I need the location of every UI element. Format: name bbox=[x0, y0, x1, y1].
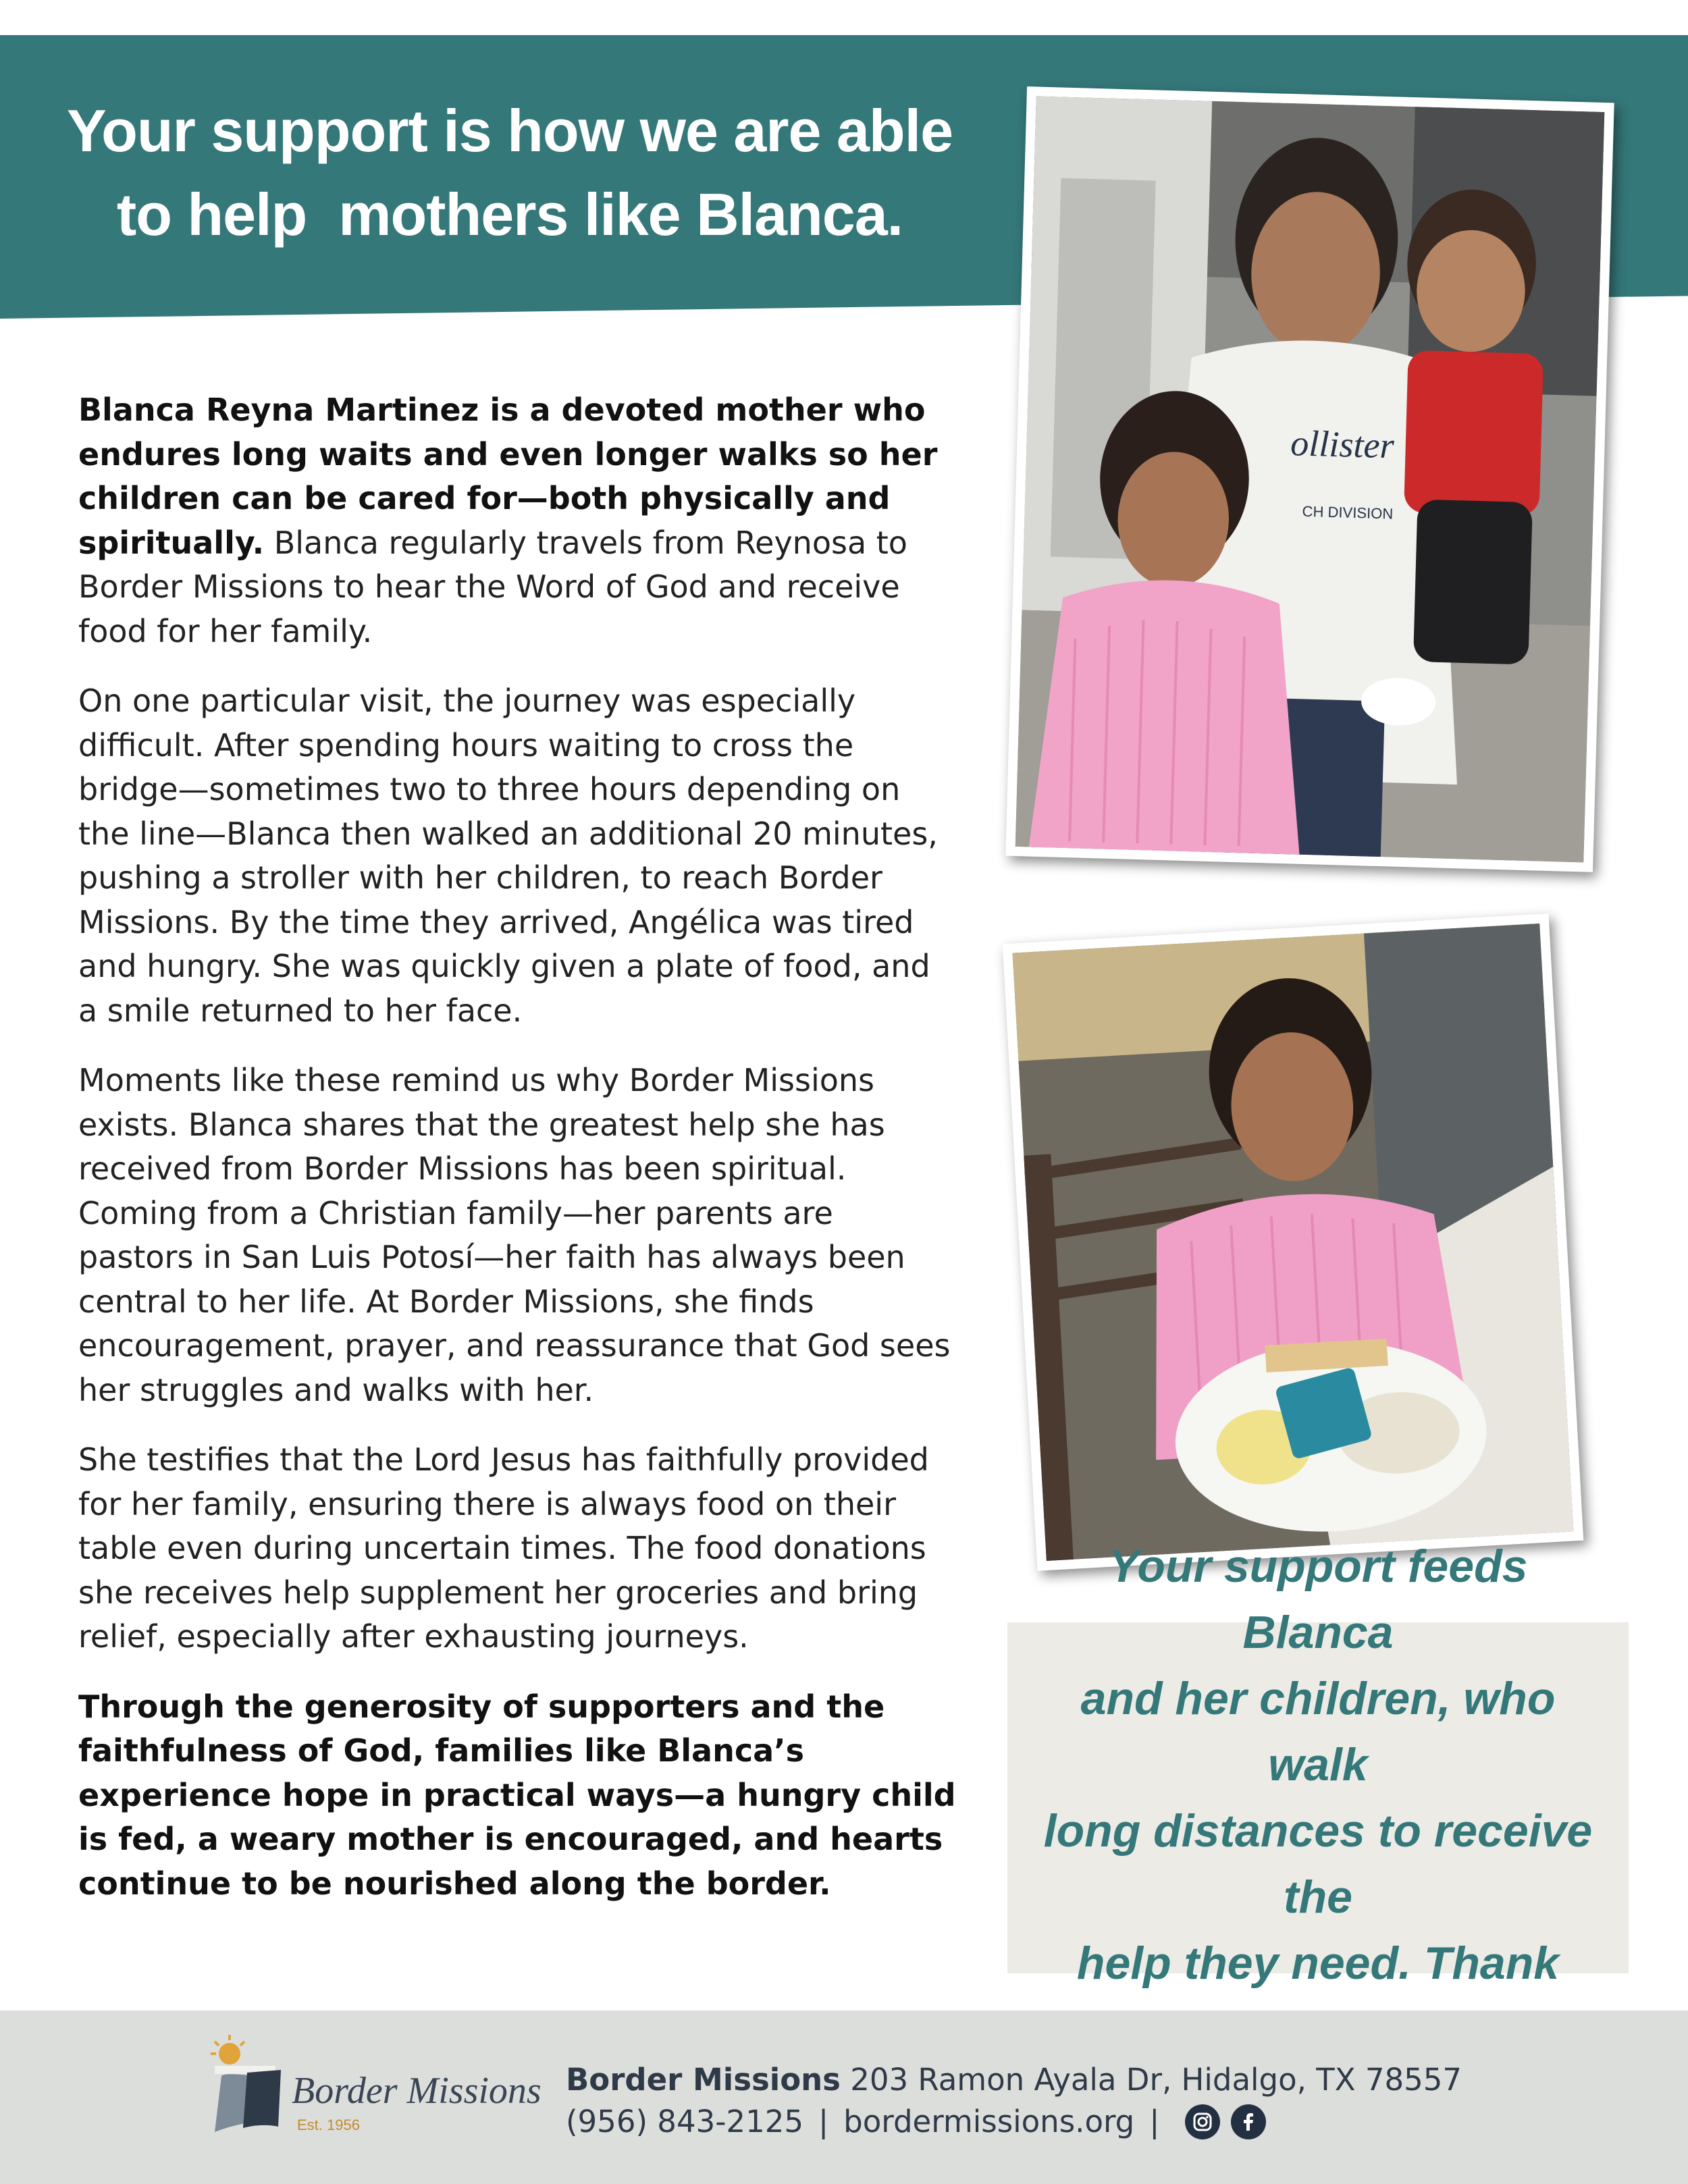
headline-line-2: to help mothers like Blanca. bbox=[116, 181, 903, 248]
story-body bbox=[78, 388, 956, 1932]
family-photo-image bbox=[1016, 96, 1605, 862]
facebook-icon[interactable] bbox=[1231, 2104, 1266, 2139]
quote-line-3: long distances to receive the bbox=[1043, 1805, 1593, 1923]
story-paragraph-3: Moments like these remind us why Border Missions exists. Blanca shares that the greatest help she has received from Border Missions has been spiritual. Coming from a Christian family—her parents are pastors in San Luis Potosí—her faith has always been central to her life. At Border Missions, she finds encouragement, prayer, and reassurance that God sees her struggles and walks with her. bbox=[78, 1062, 951, 1408]
page-headline bbox=[41, 89, 979, 257]
story-paragraph-2: On one particular visit, the journey was especially difficult. After spending hours waiting to cross the bridge—sometimes two to three hours depending on the line—Blanca then walked an additional 20 minutes, pushing a stroller with her children, to reach Border Missions. By the time they arrived, Angélica was tired and hungry. She was quickly given a plate of food, and a smile returned to her face. bbox=[78, 683, 938, 1029]
story-intro-bold: Blanca Reyna Martinez is a devoted mother who endures long waits and even longer walks so her children can be cared for—both physically and spiritually. bbox=[78, 392, 938, 561]
quote-line-2: and her children, who walk bbox=[1080, 1673, 1556, 1790]
quote-box bbox=[1007, 1541, 1629, 1989]
separator-2: | bbox=[1149, 2104, 1160, 2139]
contact-phone[interactable]: (956) 843-2125 bbox=[566, 2104, 803, 2139]
contact-info bbox=[566, 2059, 1462, 2143]
quote-line-1: Your support feeds Blanca bbox=[1108, 1541, 1528, 1658]
separator-1: | bbox=[818, 2104, 829, 2139]
quote-text bbox=[1034, 1533, 1602, 2062]
headline-line-1: Your support is how we are able bbox=[66, 97, 953, 164]
story-closing-paragraph: Through the generosity of supporters and the faithfulness of God, families like Blanca’s experience hope in practical ways—a hungry child is fed, a weary mother is encouraged, and hearts continue to be nourished along the border. bbox=[78, 1688, 956, 1902]
story-paragraph-4: She testifies that the Lord Jesus has faithfully provided for her family, ensuring there is always food on their table even during uncertain times. The food donations she receives help supplement her groceries and bring relief, especially after exhausting journeys. bbox=[78, 1441, 929, 1655]
shirt-brand-text: ollister bbox=[1290, 423, 1395, 467]
shirt-sub-text: CH DIVISION bbox=[1302, 502, 1394, 523]
story-paragraph-1 bbox=[78, 388, 956, 654]
family-photo bbox=[1005, 86, 1614, 872]
contact-address: 203 Ramon Ayala Dr, Hidalgo, TX 78557 bbox=[840, 2062, 1462, 2098]
child-meal-photo-image bbox=[1012, 924, 1573, 1561]
story-intro-rest: Blanca regularly travels from Reynosa to Border Missions to hear the Word of God and receive food for her family. bbox=[78, 524, 907, 649]
logo-established: Est. 1956 bbox=[297, 2116, 360, 2133]
quote-line-4: help they need. Thank bbox=[1076, 1938, 1560, 1989]
logo-wordmark: Border Missions bbox=[292, 2070, 542, 2112]
border-missions-logo-icon bbox=[194, 2025, 289, 2147]
contact-org-name: Border Missions bbox=[566, 2062, 841, 2098]
instagram-icon[interactable] bbox=[1185, 2104, 1220, 2139]
contact-address-line bbox=[566, 2059, 1462, 2101]
website-link[interactable]: bordermissions.org bbox=[843, 2104, 1135, 2139]
child-meal-photo bbox=[1003, 913, 1584, 1571]
contact-row-2 bbox=[566, 2101, 1462, 2143]
